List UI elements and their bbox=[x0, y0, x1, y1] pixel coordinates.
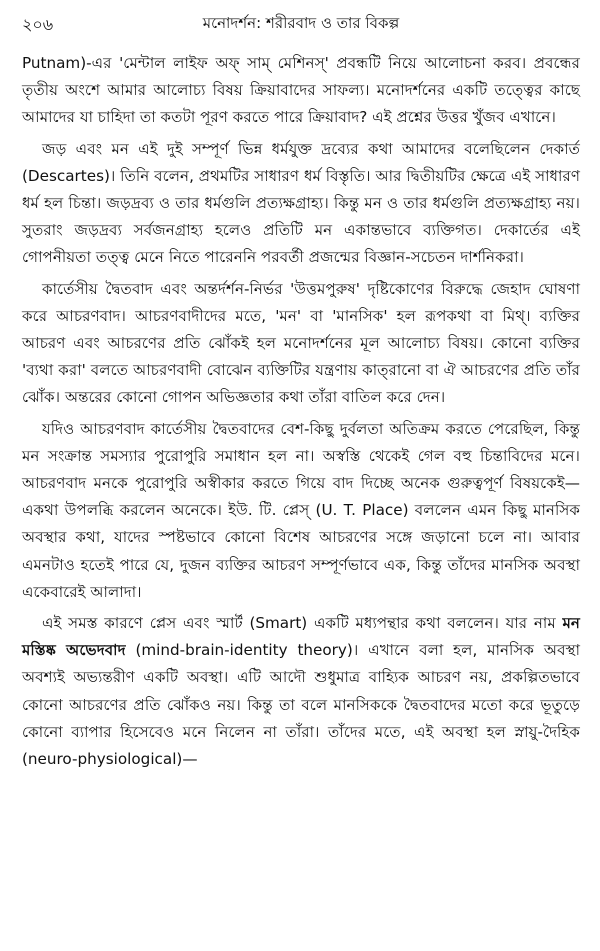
paragraph-5 bbox=[22, 610, 580, 773]
paragraph-4: যদিও আচরণবাদ কার্তেসীয় দ্বৈতবাদের বেশ-কিছু দুর্বলতা অতিক্রম করতে পেরেছিল, কিন্তু মন সংক্রান্ত সমস্যার পুরোপুরি সমাধান হল না। অস্বস্তি থেকেই গেল বহু চিন্তাবিদের মনে। আচরণবাদ মনকে পুরোপুরি অস্বীকার করতে গিয়ে বাদ দিচ্ছে অনেক গুরুত্বপূর্ণ বিষয়কেই— একথা উপলব্ধি করলেন অনেকে। ইউ. টি. প্লেস্ (U. T. Place) বললেন এমন কিছু মানসিক অবস্থার কথা, যাদের স্পষ্টভাবে কোনো বিশেষ আচরণের সঙ্গে জড়ানো চলে না। আবার এমনটাও হতেই পারে যে, দুজন ব্যক্তির আচরণ সম্পূর্ণভাবে এক, কিন্তু তাঁদের মানসিক অবস্থা একেবারেই আলাদা। bbox=[22, 419, 580, 601]
paragraph-2: জড় এবং মন এই দুই সম্পূর্ণ ভিন্ন ধর্মযুক্ত দ্রব্যের কথা আমাদের বলেছিলেন দেকার্ত (Descartes)। তিনি বলেন, প্রথমটির সাধারণ ধর্ম বিস্তৃতি। আর দ্বিতীয়টির ক্ষেত্রে এই সাধারণ ধর্ম হল চিন্তা। জড়দ্রব্য ও তার ধর্মগুলি প্রত্যক্ষগ্রাহ্য। কিন্তু মন ও তার ধর্মগুলি প্রত্যক্ষগ্রাহ্য নয়। সুতরাং জড়দ্রব্য সর্বজনগ্রাহ্য হলেও প্রতিটি মন একান্তভাবে ব্যক্তিগত। দেকার্তের এই গোপনীয়তা তত্ত্ব মেনে নিতে পারেননি পরবর্তী প্রজন্মের বিজ্ঞান-সচেতন দার্শনিকরা। bbox=[22, 139, 580, 267]
page-header bbox=[22, 10, 580, 50]
paragraph-3: কার্তেসীয় দ্বৈতবাদ এবং অন্তর্দর্শন-নির্ভর 'উত্তমপুরুষ' দৃষ্টিকোণের বিরুদ্ধে জেহাদ ঘোষণা করে আচরণবাদ। আচরণবাদীদের মতে, 'মন' বা 'মানসিক' হল রূপকথা বা মিথ্। ব্যক্তির আচরণ এবং আচরণের প্রতি ঝোঁকই হল মনোদর্শনের মূল আলোচ্য বিষয়। কোনো ব্যক্তির 'ব্যথা করা' বলতে আচরণবাদী বোঝেন ব্যক্তিটির যন্ত্রণায় কাত্‌রানো বা ঐ আচরণের প্রতি তাঁর ঝোঁক। অন্তরের কোনো গোপন অভিজ্ঞতার কথা তাঁরা বাতিল করে দেন। bbox=[22, 279, 580, 407]
body-text bbox=[22, 50, 580, 773]
paragraph-1: Putnam)-এর 'মেন্টাল লাইফ অফ্ সাম্ মেশিনস্' প্রবন্ধটি নিয়ে আলোচনা করব। প্রবন্ধের তৃতীয় অংশে আমার আলোচ্য বিষয় ক্রিয়াবাদের সাফল্য। মনোদর্শনের একটি তত্ত্বের কাছে আমাদের যা চাহিদা তা কতটা পূরণ করতে পারে ক্রিয়াবাদ? এই প্রশ্নের উত্তর খুঁজব এখানে। bbox=[22, 54, 580, 127]
paragraph-5-end: (mind-brain-identity theory)। এখানে বলা হল, মানসিক অবস্থা অবশ্যই অভ্যন্তরীণ একটি অবস্থা। এটি আদৌ শুধুমাত্র বাহ্যিক আচরণ নয়, প্রকল্পিতভাবে কোনো আচরণের প্রতি ঝোঁকও নয়। কিন্তু তা বলে মানসিককে দ্বৈতবাদের মতো করে ভূতুড়ে কোনো ব্যাপার হিসেবেও মনে নিলেন না তাঁরা। তাঁদের মতে, এই অবস্থা হল স্নায়ু-দৈহিক (neuro-physiological)— bbox=[22, 641, 580, 769]
theory-name-bold: মন মস্তিষ্ক অভেদবাদ bbox=[22, 614, 580, 660]
page-number: ২০৬ bbox=[22, 15, 54, 34]
running-title: মনোদর্শন: শরীরবাদ ও তার বিকল্প bbox=[202, 14, 400, 32]
paragraph-5-start: এই সমস্ত কারণে প্লেস এবং স্মার্ট (Smart) একটি মধ্যপন্থার কথা বললেন। যার নাম bbox=[42, 614, 563, 633]
